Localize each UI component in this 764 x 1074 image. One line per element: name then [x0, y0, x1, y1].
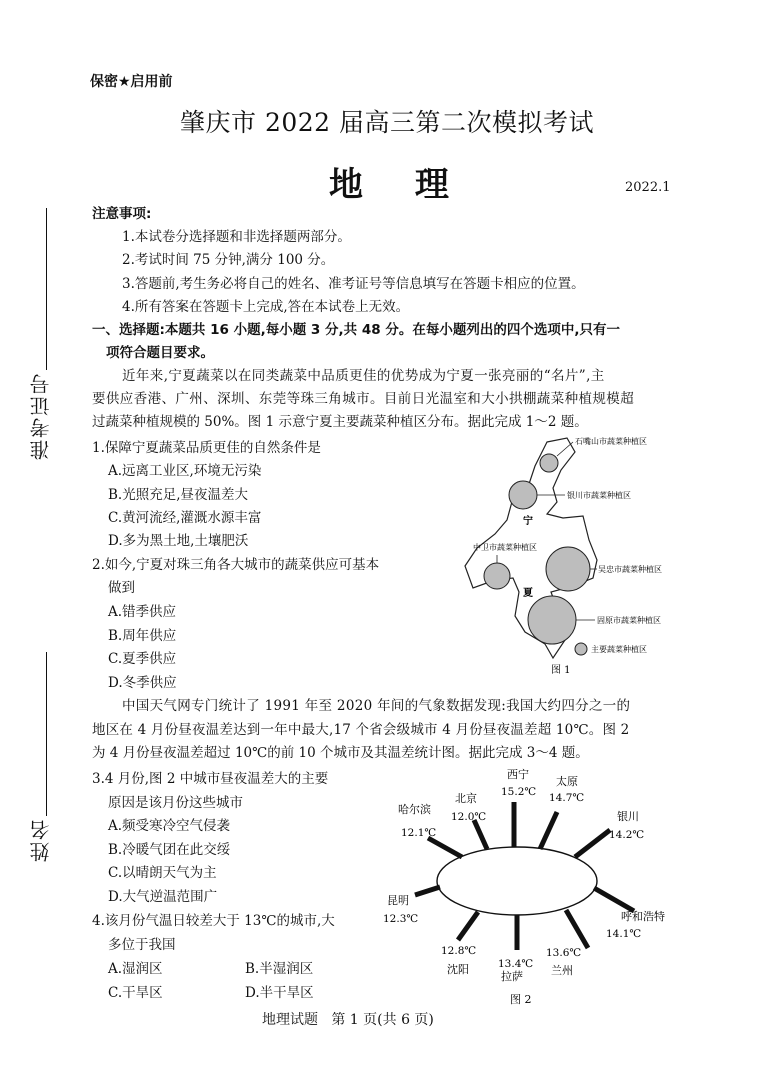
city-spoke [415, 887, 440, 895]
section-heading: 一、选择题:本题共 16 小题,每小题 3 分,共 48 分。在每小题列出的四个选项中,只有一 [92, 322, 620, 338]
option: B.半湿润区 [245, 961, 314, 977]
city-name-label: 昆明 [387, 894, 409, 907]
page-footer: 地理试题 第 1 页(共 6 页) [262, 1012, 434, 1028]
notice-item: 4.所有答案在答题卡上完成,答在本试卷上无效。 [122, 299, 410, 315]
city-spoke [566, 910, 588, 948]
option: B.周年供应 [108, 628, 177, 644]
city-spoke [575, 830, 610, 857]
region-label: 固原市蔬菜种植区 [597, 616, 661, 625]
city-value-label: 12.0℃ [451, 811, 487, 823]
question-stem-cont: 做到 [108, 580, 135, 596]
region-label: 石嘴山市蔬菜种植区 [575, 437, 647, 446]
option: A.频受寒冷空气侵袭 [108, 818, 231, 834]
question-stem-cont: 多位于我国 [108, 937, 176, 953]
exam-title: 肇庆市 2022 届高三第二次模拟考试 [180, 108, 595, 137]
question-stem-cont: 原因是该月份这些城市 [108, 795, 243, 811]
guyuan-circle [528, 596, 576, 644]
city-value-label: 14.7℃ [549, 792, 585, 804]
city-name-label: 沈阳 [447, 963, 469, 976]
section-heading-cont: 项符合题目要求。 [106, 345, 214, 361]
passage-line: 中国天气网专门统计了 1991 年至 2020 年间的气象数据发现:我国大约四分之一的 [122, 698, 631, 714]
option: D.多为黑土地,土壤肥沃 [108, 533, 249, 549]
exam-id-label: 准考证号 [29, 372, 53, 460]
city-value-label: 13.6℃ [546, 947, 582, 959]
notice-item: 1.本试卷分选择题和非选择题两部分。 [122, 229, 351, 245]
map-char-ning: 宁 [523, 516, 533, 527]
wuzhong-circle [546, 547, 590, 591]
option: D.冬季供应 [108, 675, 177, 691]
passage-line: 地区在 4 月份昼夜温差达到一年中最大,17 个省会级城市 4 月份昼夜温差超 10℃。图 2 [92, 722, 630, 738]
name-label: 姓名 [29, 818, 53, 862]
passage-line: 过蔬菜种植规模的 50%。图 1 示意宁夏主要蔬菜种植区分布。据此完成 1～2 题。 [92, 414, 588, 430]
figure-1-map [455, 430, 685, 680]
question-stem: 4.该月份气温日较差大于 13℃的城市,大 [92, 913, 335, 929]
city-name-label: 兰州 [551, 964, 573, 977]
yinchuan-circle [509, 481, 537, 509]
city-name-label: 北京 [455, 792, 477, 805]
notice-item: 3.答题前,考生务必将自己的姓名、准考证号等信息填写在答题卡相应的位置。 [122, 276, 585, 292]
option: C.夏季供应 [108, 651, 177, 667]
figure-2-chart [370, 760, 690, 1010]
option: C.干旱区 [108, 985, 163, 1001]
city-spoke [594, 888, 634, 911]
city-spoke [428, 838, 462, 857]
exam-id-line [46, 208, 47, 370]
question-stem: 3.4 月份,图 2 中城市昼夜温差大的主要 [92, 771, 329, 787]
question-stem: 2.如今,宁夏对珠三角各大城市的蔬菜供应可基本 [92, 557, 380, 573]
zhongwei-circle [484, 563, 510, 589]
notice-heading: 注意事项: [92, 206, 152, 222]
city-value-label: 13.4℃ [498, 958, 534, 970]
notice-item: 2.考试时间 75 分钟,满分 100 分。 [122, 252, 335, 268]
city-spoke [474, 820, 487, 849]
region-label: 银川市蔬菜种植区 [567, 491, 631, 500]
name-line [46, 652, 47, 816]
passage-line: 为 4 月份昼夜温差超过 10℃的前 10 个城市及其温差统计图。据此完成 3～4 题。 [92, 745, 589, 761]
option: A.错季供应 [108, 604, 177, 620]
city-value-label: 15.2℃ [501, 786, 537, 798]
city-name-label: 哈尔滨 [398, 803, 431, 816]
city-value-label: 14.1℃ [606, 928, 642, 940]
city-name-label: 西宁 [507, 768, 529, 781]
region-label: 中卫市蔬菜种植区 [473, 543, 537, 552]
city-name-label: 拉萨 [501, 970, 523, 983]
passage-line: 近年来,宁夏蔬菜以在同类蔬菜中品质更佳的优势成为宁夏一张亮丽的“名片”,主 [122, 368, 605, 384]
option: B.冷暖气团在此交绥 [108, 842, 231, 858]
city-value-label: 12.8℃ [441, 945, 477, 957]
map-char-xia: 夏 [523, 588, 533, 599]
city-spoke [540, 812, 557, 849]
city-name-label: 呼和浩特 [621, 910, 665, 923]
exam-date: 2022.1 [625, 180, 671, 195]
question-stem: 1.保障宁夏蔬菜品质更佳的自然条件是 [92, 440, 321, 456]
region-label: 吴忠市蔬菜种植区 [598, 565, 662, 574]
option: C.黄河流经,灌溉水源丰富 [108, 510, 262, 526]
confidential-label: 保密★启用前 [90, 74, 173, 90]
option: A.远离工业区,环境无污染 [108, 463, 262, 479]
city-value-label: 14.2℃ [609, 829, 645, 841]
city-name-label: 银川 [617, 810, 639, 823]
city-value-label: 12.3℃ [383, 913, 419, 925]
legend-symbol [575, 643, 587, 655]
city-value-label: 12.1℃ [401, 827, 437, 839]
figure-1-caption: 图 1 [551, 665, 571, 676]
subject-title: 地 理 [329, 165, 469, 205]
option: D.大气逆温范围广 [108, 889, 218, 905]
city-name-label: 太原 [556, 775, 578, 788]
option: D.半干旱区 [245, 985, 314, 1001]
shizuishan-circle [540, 454, 558, 472]
legend-label: 主要蔬菜种植区 [591, 645, 647, 654]
option: A.湿润区 [108, 961, 163, 977]
option: B.光照充足,昼夜温差大 [108, 487, 249, 503]
passage-line: 要供应香港、广州、深圳、东莞等珠三角城市。目前日光温室和大小拱棚蔬菜种植规模超 [92, 391, 635, 407]
figure-2-caption: 图 2 [510, 993, 532, 1006]
city-spoke [458, 912, 478, 940]
option: C.以晴朗天气为主 [108, 865, 217, 881]
